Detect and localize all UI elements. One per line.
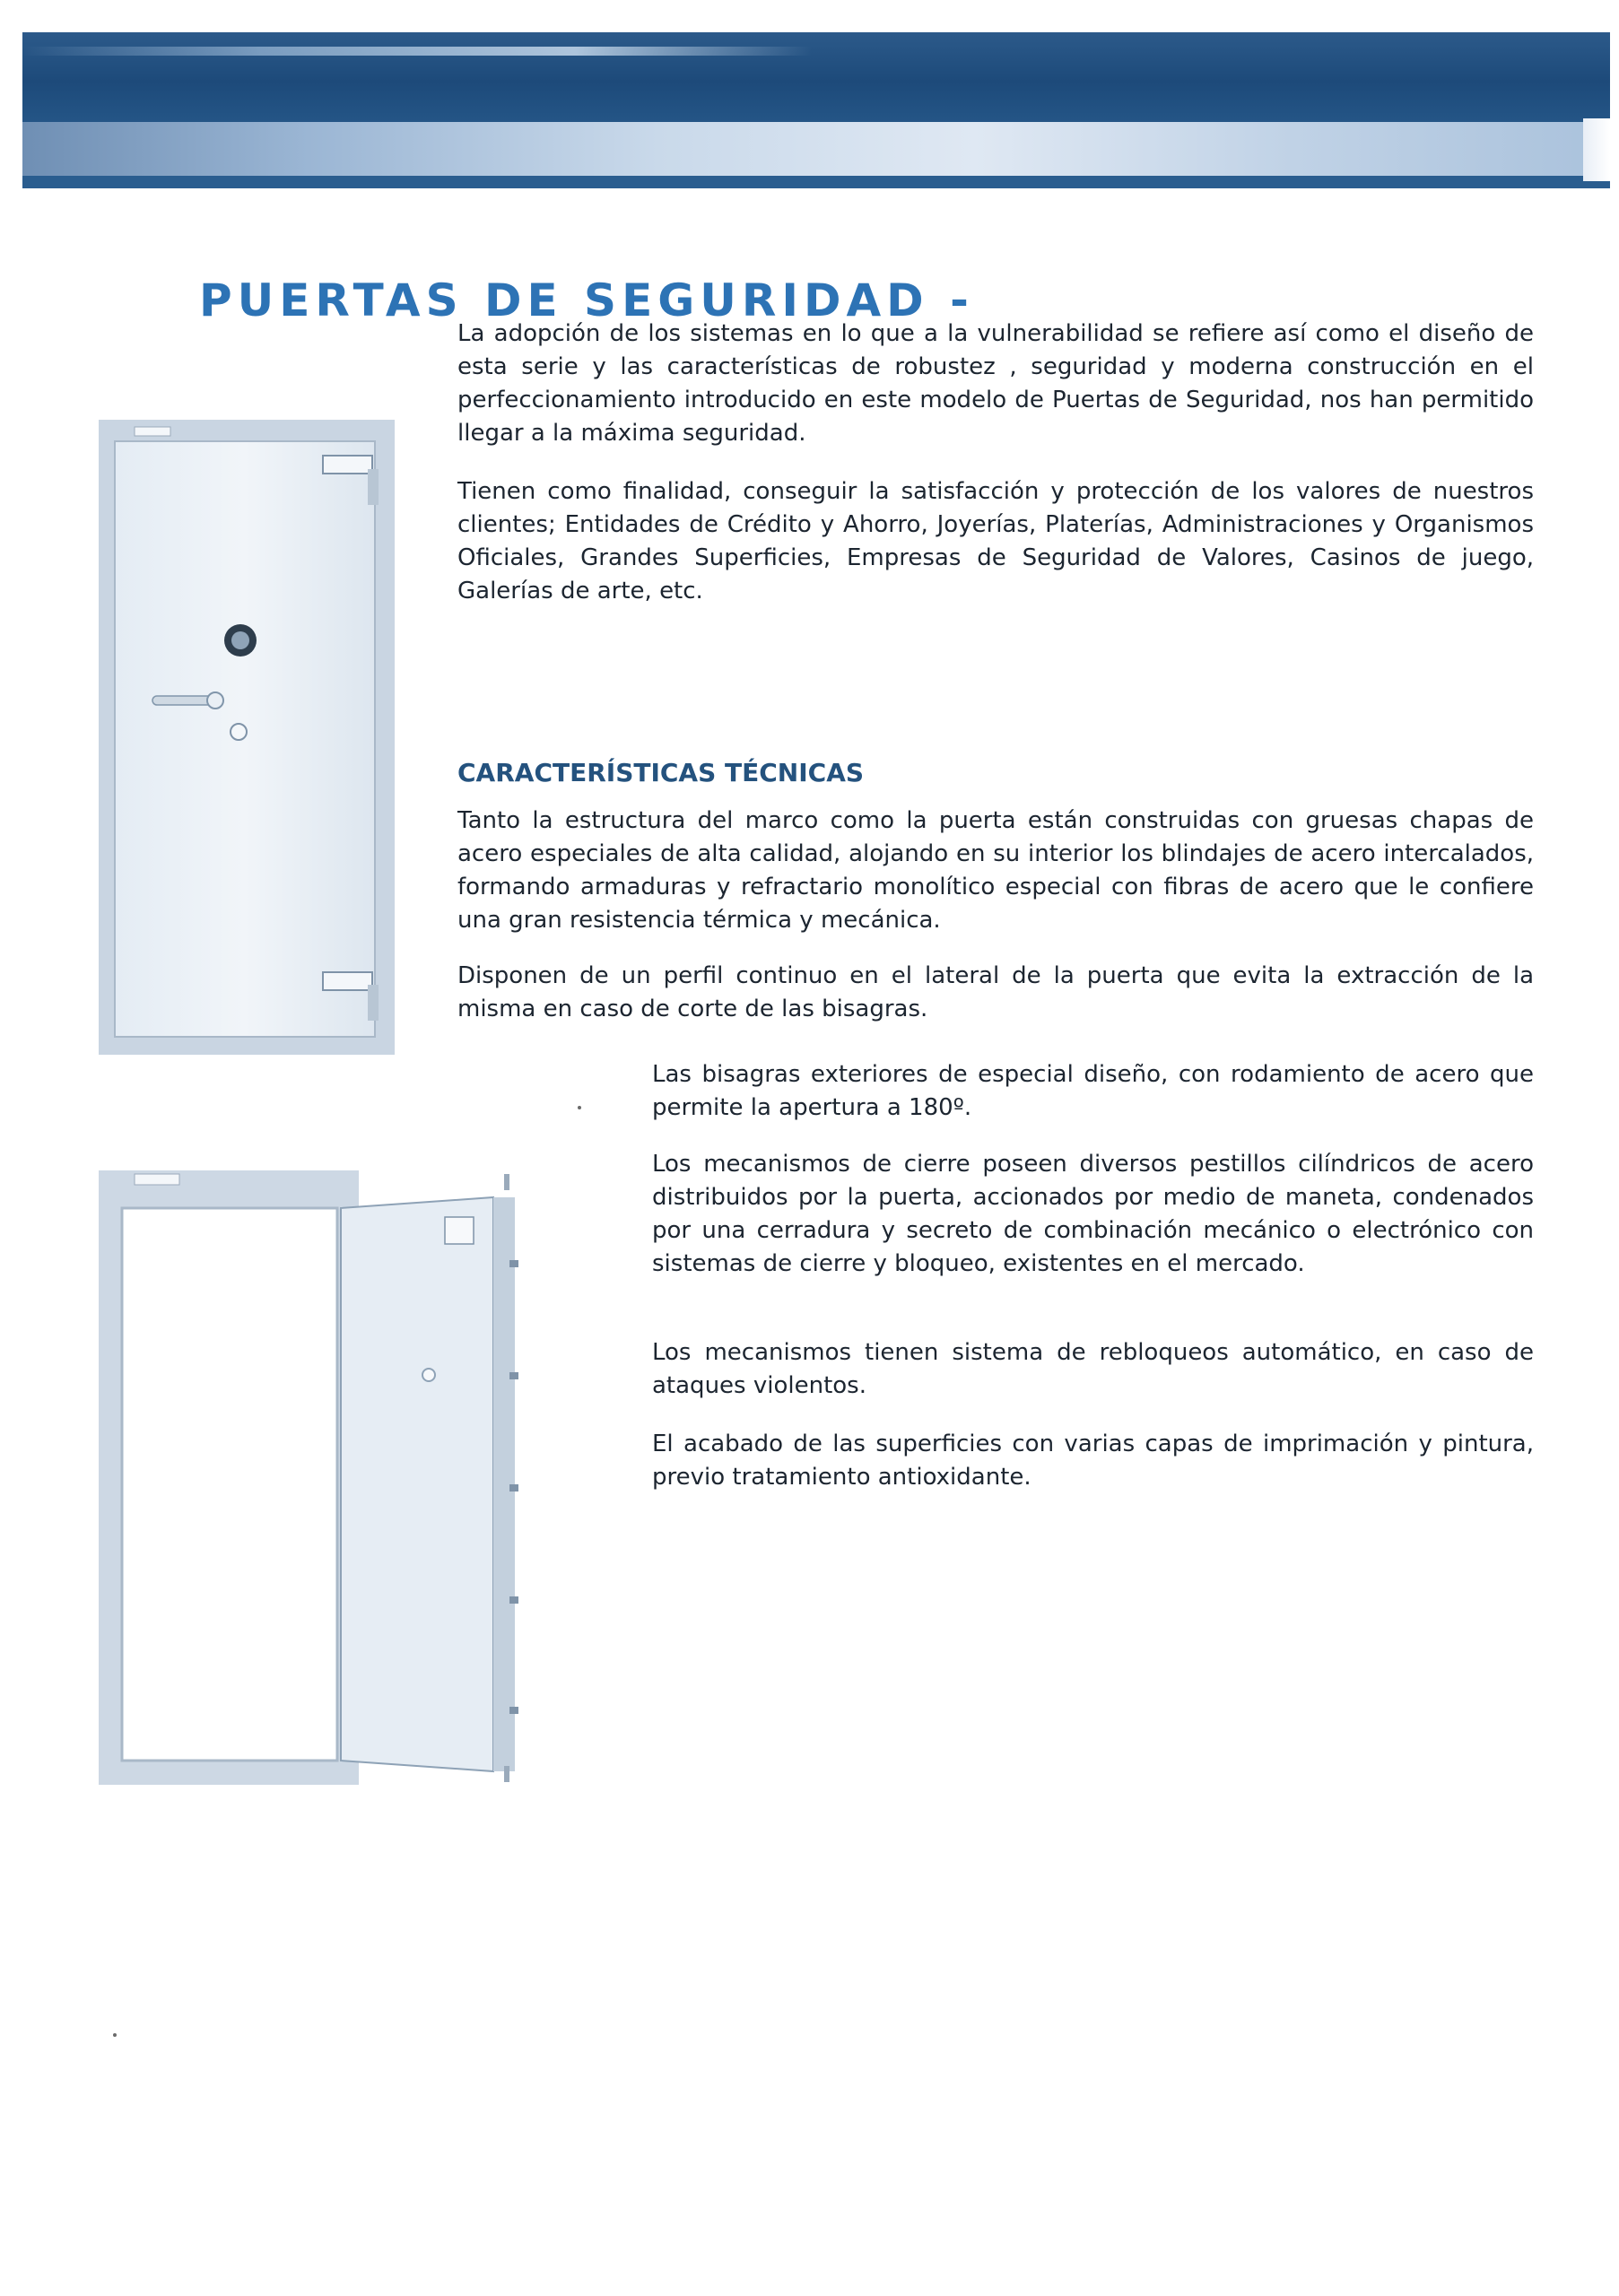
lock-box-icon — [445, 1217, 474, 1244]
combination-dial-center-icon — [231, 631, 249, 649]
scan-dot — [113, 2033, 117, 2037]
header-banner-gradient — [22, 122, 1610, 176]
open-door-image — [99, 1170, 601, 1785]
upper-hinge — [323, 456, 372, 474]
bolt-1-icon — [509, 1260, 518, 1267]
open-door-leaf — [341, 1197, 493, 1771]
technical-paragraph-1: Tanto la estructura del marco como la puerta están construidas con gruesas chapas de acero especiales de alta calidad, alojando en su interior los blindajes de acero intercalados, formando armaduras y refractario monolítico especial con fibras de acero que le confiere una gran resistencia térmica y mecánica. — [457, 807, 1534, 934]
technical-paragraph-2: Disponen de un perfil continuo en el lateral de la puerta que evita la extracción de la misma en caso de corte de las bisagras. — [457, 962, 1534, 1022]
closed-door-image — [99, 420, 395, 1055]
bolt-5-icon — [509, 1707, 518, 1714]
top-hinge-pin — [504, 1174, 509, 1190]
upper-hinge-pin — [368, 469, 379, 505]
intro-paragraph-2: Tienen como finalidad, conseguir la satisfacción y protección de los valores de nuestros clientes; Entidades de Crédito y Ahorro, Joyerías, Platerías, Administraciones y Organismos Oficiales, Grandes Superficies, Empresas de Seguridad de Valores, Casinos de juego, Galerías de arte, etc. — [457, 478, 1534, 604]
technical-paragraph-4: Los mecanismos de cierre poseen diversos pestillos cilíndricos de acero distribuidos por la puerta, accionados por medio de maneta, condenados por una cerradura y secreto de combinación mecánico o electrónico con sistemas de cierre y bloqueo, existentes en el mercado. — [652, 1151, 1534, 1277]
door-label-plate — [135, 427, 170, 436]
technical-paragraph-3: Las bisagras exteriores de especial diseño, con rodamiento de acero que permite la apertura a 180º. — [652, 1061, 1534, 1121]
header-banner-dark — [22, 32, 1610, 122]
key-lock-icon — [231, 724, 247, 740]
page-title: PUERTAS DE SEGURIDAD - — [199, 274, 974, 326]
bolt-2-icon — [509, 1372, 518, 1379]
bottom-hinge-pin — [504, 1766, 509, 1782]
closed-door-illustration — [99, 420, 395, 1055]
technical-paragraph-5: Los mecanismos tienen sistema de rebloqueos automático, en caso de ataques violentos. — [652, 1339, 1534, 1399]
door-opening — [122, 1208, 337, 1761]
technical-heading: CARACTERÍSTICAS TÉCNICAS — [457, 758, 865, 787]
inner-spindle-icon — [422, 1369, 435, 1381]
technical-paragraph-6: El acabado de las superficies con varias capas de imprimación y pintura, previo tratamiento antioxidante. — [652, 1431, 1534, 1491]
bolt-3-icon — [509, 1484, 518, 1492]
lower-hinge-pin — [368, 985, 379, 1021]
header-banner-line — [22, 176, 1610, 188]
header-banner-highlight — [22, 47, 812, 56]
bolt-4-icon — [509, 1596, 518, 1604]
open-door-illustration — [99, 1170, 601, 1785]
header-banner — [22, 32, 1610, 192]
intro-paragraph-1: La adopción de los sistemas en lo que a la vulnerabilidad se refiere así como el diseño de esta serie y las características de robustez , seguridad y moderna construcción en el perfeccionamiento introducido en este modelo de Puertas de Seguridad, nos han permitido llegar a la máxima seguridad. — [457, 320, 1534, 447]
header-banner-fade — [1583, 118, 1610, 181]
handle-rosette-icon — [207, 692, 223, 709]
lower-hinge — [323, 972, 372, 990]
open-door-label-plate — [135, 1174, 179, 1185]
scan-mark — [578, 1106, 581, 1109]
door-leaf — [115, 441, 375, 1037]
